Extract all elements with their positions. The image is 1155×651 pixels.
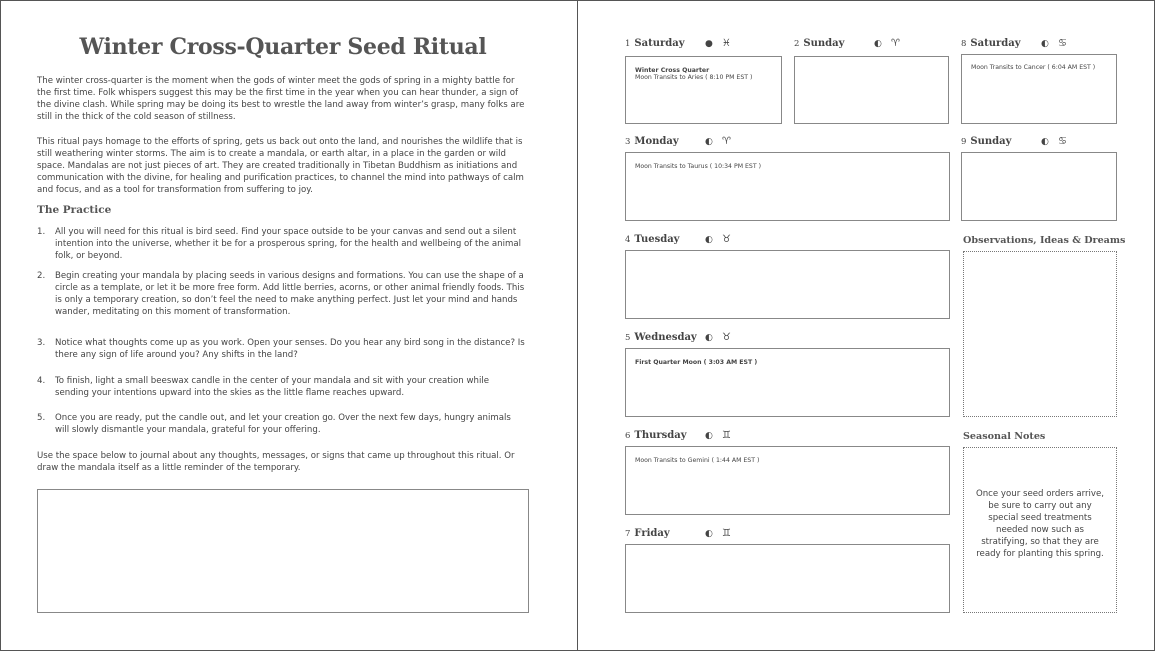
- seasonal-notes-heading: Seasonal Notes: [963, 431, 1046, 442]
- day-header-7: [625, 528, 825, 542]
- day-number: 9: [961, 137, 967, 147]
- day-note-title: Winter Cross Quarter: [635, 67, 710, 74]
- day-name: Sunday: [803, 38, 845, 49]
- moon-phase-icon: ◐: [1041, 137, 1049, 147]
- day-number: 6: [625, 431, 631, 441]
- day-name: Saturday: [970, 38, 1021, 49]
- day-note-text: Moon Transits to Aries ( 8:10 PM EST ): [635, 74, 753, 81]
- day-header-2: [794, 38, 950, 52]
- day-number: 4: [625, 235, 631, 245]
- day-header-3: [625, 136, 825, 150]
- intro-paragraph-2: This ritual pays homage to the efforts of spring, gets us back out onto the land, and nourishes the wildlife that is still weathering winter storms. The aim is to create a mandala, or earth altar, in a place in the garden or wild space. Mandalas are not just pieces of art. They are created traditionally in Tibetan Buddhism as initiations and communication with the divine, for healing and purification practices, to channel the mind into pathways of calm and focus, and as a tool for transformation from suffering to joy.: [37, 137, 524, 195]
- moon-phase-icon: ◐: [705, 235, 713, 245]
- zodiac-icon: ♓: [722, 38, 731, 49]
- day-note-title: First Quarter Moon ( 3:03 AM EST ): [635, 359, 758, 366]
- day-note-text: Moon Transits to Gemini ( 1:44 AM EST ): [635, 457, 760, 464]
- step-number: 3.: [37, 338, 46, 348]
- intro-paragraph-1: The winter cross-quarter is the moment when the gods of winter meet the gods of spring in a mighty battle for the first time. Folk whispers suggest this may be the first time in the year when you can hear thunder, a sign of the divine clash. While spring may be doing its best to wrestle the land away from winter’s grasp, many folks are still in the thick of the cold season of stillness.: [37, 76, 525, 122]
- day-box-8[interactable]: [961, 54, 1117, 124]
- day-number: 8: [961, 39, 967, 49]
- day-number: 3: [625, 137, 631, 147]
- zodiac-icon: ♋: [1058, 136, 1067, 147]
- day-box-9[interactable]: [961, 152, 1117, 221]
- moon-phase-icon: ◐: [705, 529, 713, 539]
- day-name: Saturday: [634, 38, 685, 49]
- observations-heading: Observations, Ideas & Dreams: [963, 235, 1126, 246]
- step-text: Begin creating your mandala by placing seeds in various designs and formations. You can use the shape of a circle as a template, or let it be more free form. Add little berries, acorns, or other animal friendly foods. This is only a temporary creation, so don’t feel the need to make anything perfect. Just let your mind and hands wander, meditating on this moment of transformation.: [55, 271, 525, 317]
- seasonal-notes-text: Once your seed orders arrive, be sure to carry out any special seed treatments needed now such as stratifying, so that they are ready for planting this spring.: [975, 489, 1105, 559]
- step-number: 5.: [37, 413, 46, 423]
- observations-box[interactable]: [963, 251, 1117, 417]
- day-name: Wednesday: [634, 332, 697, 343]
- step-text: Notice what thoughts come up as you work. Open your senses. Do you hear any bird song in the distance? Is there any sign of life around you? Any shifts in the land?: [55, 338, 525, 360]
- zodiac-icon: ♈: [722, 136, 731, 147]
- day-box-3[interactable]: [625, 152, 950, 221]
- day-box-1[interactable]: [625, 56, 782, 124]
- day-header-9: [961, 136, 1117, 150]
- day-name: Tuesday: [634, 234, 680, 245]
- step-text: Once you are ready, put the candle out, and let your creation go. Over the next few days, hungry animals will slowly dismantle your mandala, grateful for your offering.: [55, 413, 511, 435]
- zodiac-icon: ♈: [891, 38, 900, 49]
- moon-phase-icon: ◐: [705, 137, 713, 147]
- journal-box[interactable]: [37, 489, 529, 613]
- day-note: [635, 67, 752, 81]
- day-note-text: Moon Transits to Taurus ( 10:34 PM EST ): [635, 163, 761, 170]
- day-number: 7: [625, 529, 631, 539]
- day-name: Sunday: [970, 136, 1012, 147]
- day-box-6[interactable]: [625, 446, 950, 515]
- day-note: [971, 64, 1095, 71]
- zodiac-icon: ♋: [1058, 38, 1067, 49]
- moon-phase-icon: ●: [705, 39, 713, 49]
- moon-phase-icon: ◐: [1041, 39, 1049, 49]
- day-name: Thursday: [634, 430, 687, 441]
- day-box-4[interactable]: [625, 250, 950, 319]
- day-number: 1: [625, 39, 631, 49]
- day-header-6: [625, 430, 825, 444]
- step-number: 1.: [37, 227, 46, 237]
- step-number: 4.: [37, 376, 46, 386]
- day-number: 2: [794, 39, 800, 49]
- day-note: [635, 359, 757, 366]
- page-divider: [577, 0, 578, 651]
- day-header-4: [625, 234, 825, 248]
- seasonal-notes-box: [963, 447, 1117, 613]
- step-text: All you will need for this ritual is bird seed. Find your space outside to be your canvas and send out a silent intention into the universe, whether it be for a prosperous spring, for the health and wellbeing of the animal folk, or beyond.: [55, 227, 522, 261]
- moon-phase-icon: ◐: [874, 39, 882, 49]
- zodiac-icon: ♊: [722, 528, 731, 539]
- step-number: 2.: [37, 271, 46, 281]
- day-note: [635, 457, 759, 464]
- day-box-5[interactable]: [625, 348, 950, 417]
- day-note: [635, 163, 761, 170]
- day-box-7[interactable]: [625, 544, 950, 613]
- day-header-8: [961, 38, 1117, 52]
- closing-paragraph: Use the space below to journal about any thoughts, messages, or signs that came up throughout this ritual. Or draw the mandala itself as a little reminder of the temporary.: [37, 451, 515, 473]
- day-box-2[interactable]: [794, 56, 949, 124]
- practice-heading: The Practice: [37, 204, 112, 216]
- day-name: Monday: [634, 136, 679, 147]
- day-header-1: [625, 38, 781, 52]
- zodiac-icon: ♉: [722, 332, 731, 343]
- step-text: To finish, light a small beeswax candle in the center of your mandala and sit with your creation while sending your intentions upward into the skies as the little flame reaches upward.: [55, 376, 490, 398]
- day-note-text: Moon Transits to Cancer ( 6:04 AM EST ): [971, 64, 1096, 71]
- zodiac-icon: ♉: [722, 234, 731, 245]
- zodiac-icon: ♊: [722, 430, 731, 441]
- day-number: 5: [625, 333, 631, 343]
- moon-phase-icon: ◐: [705, 431, 713, 441]
- moon-phase-icon: ◐: [705, 333, 713, 343]
- day-header-5: [625, 332, 825, 346]
- day-name: Friday: [634, 528, 670, 539]
- page-title: Winter Cross-Quarter Seed Ritual: [79, 34, 487, 60]
